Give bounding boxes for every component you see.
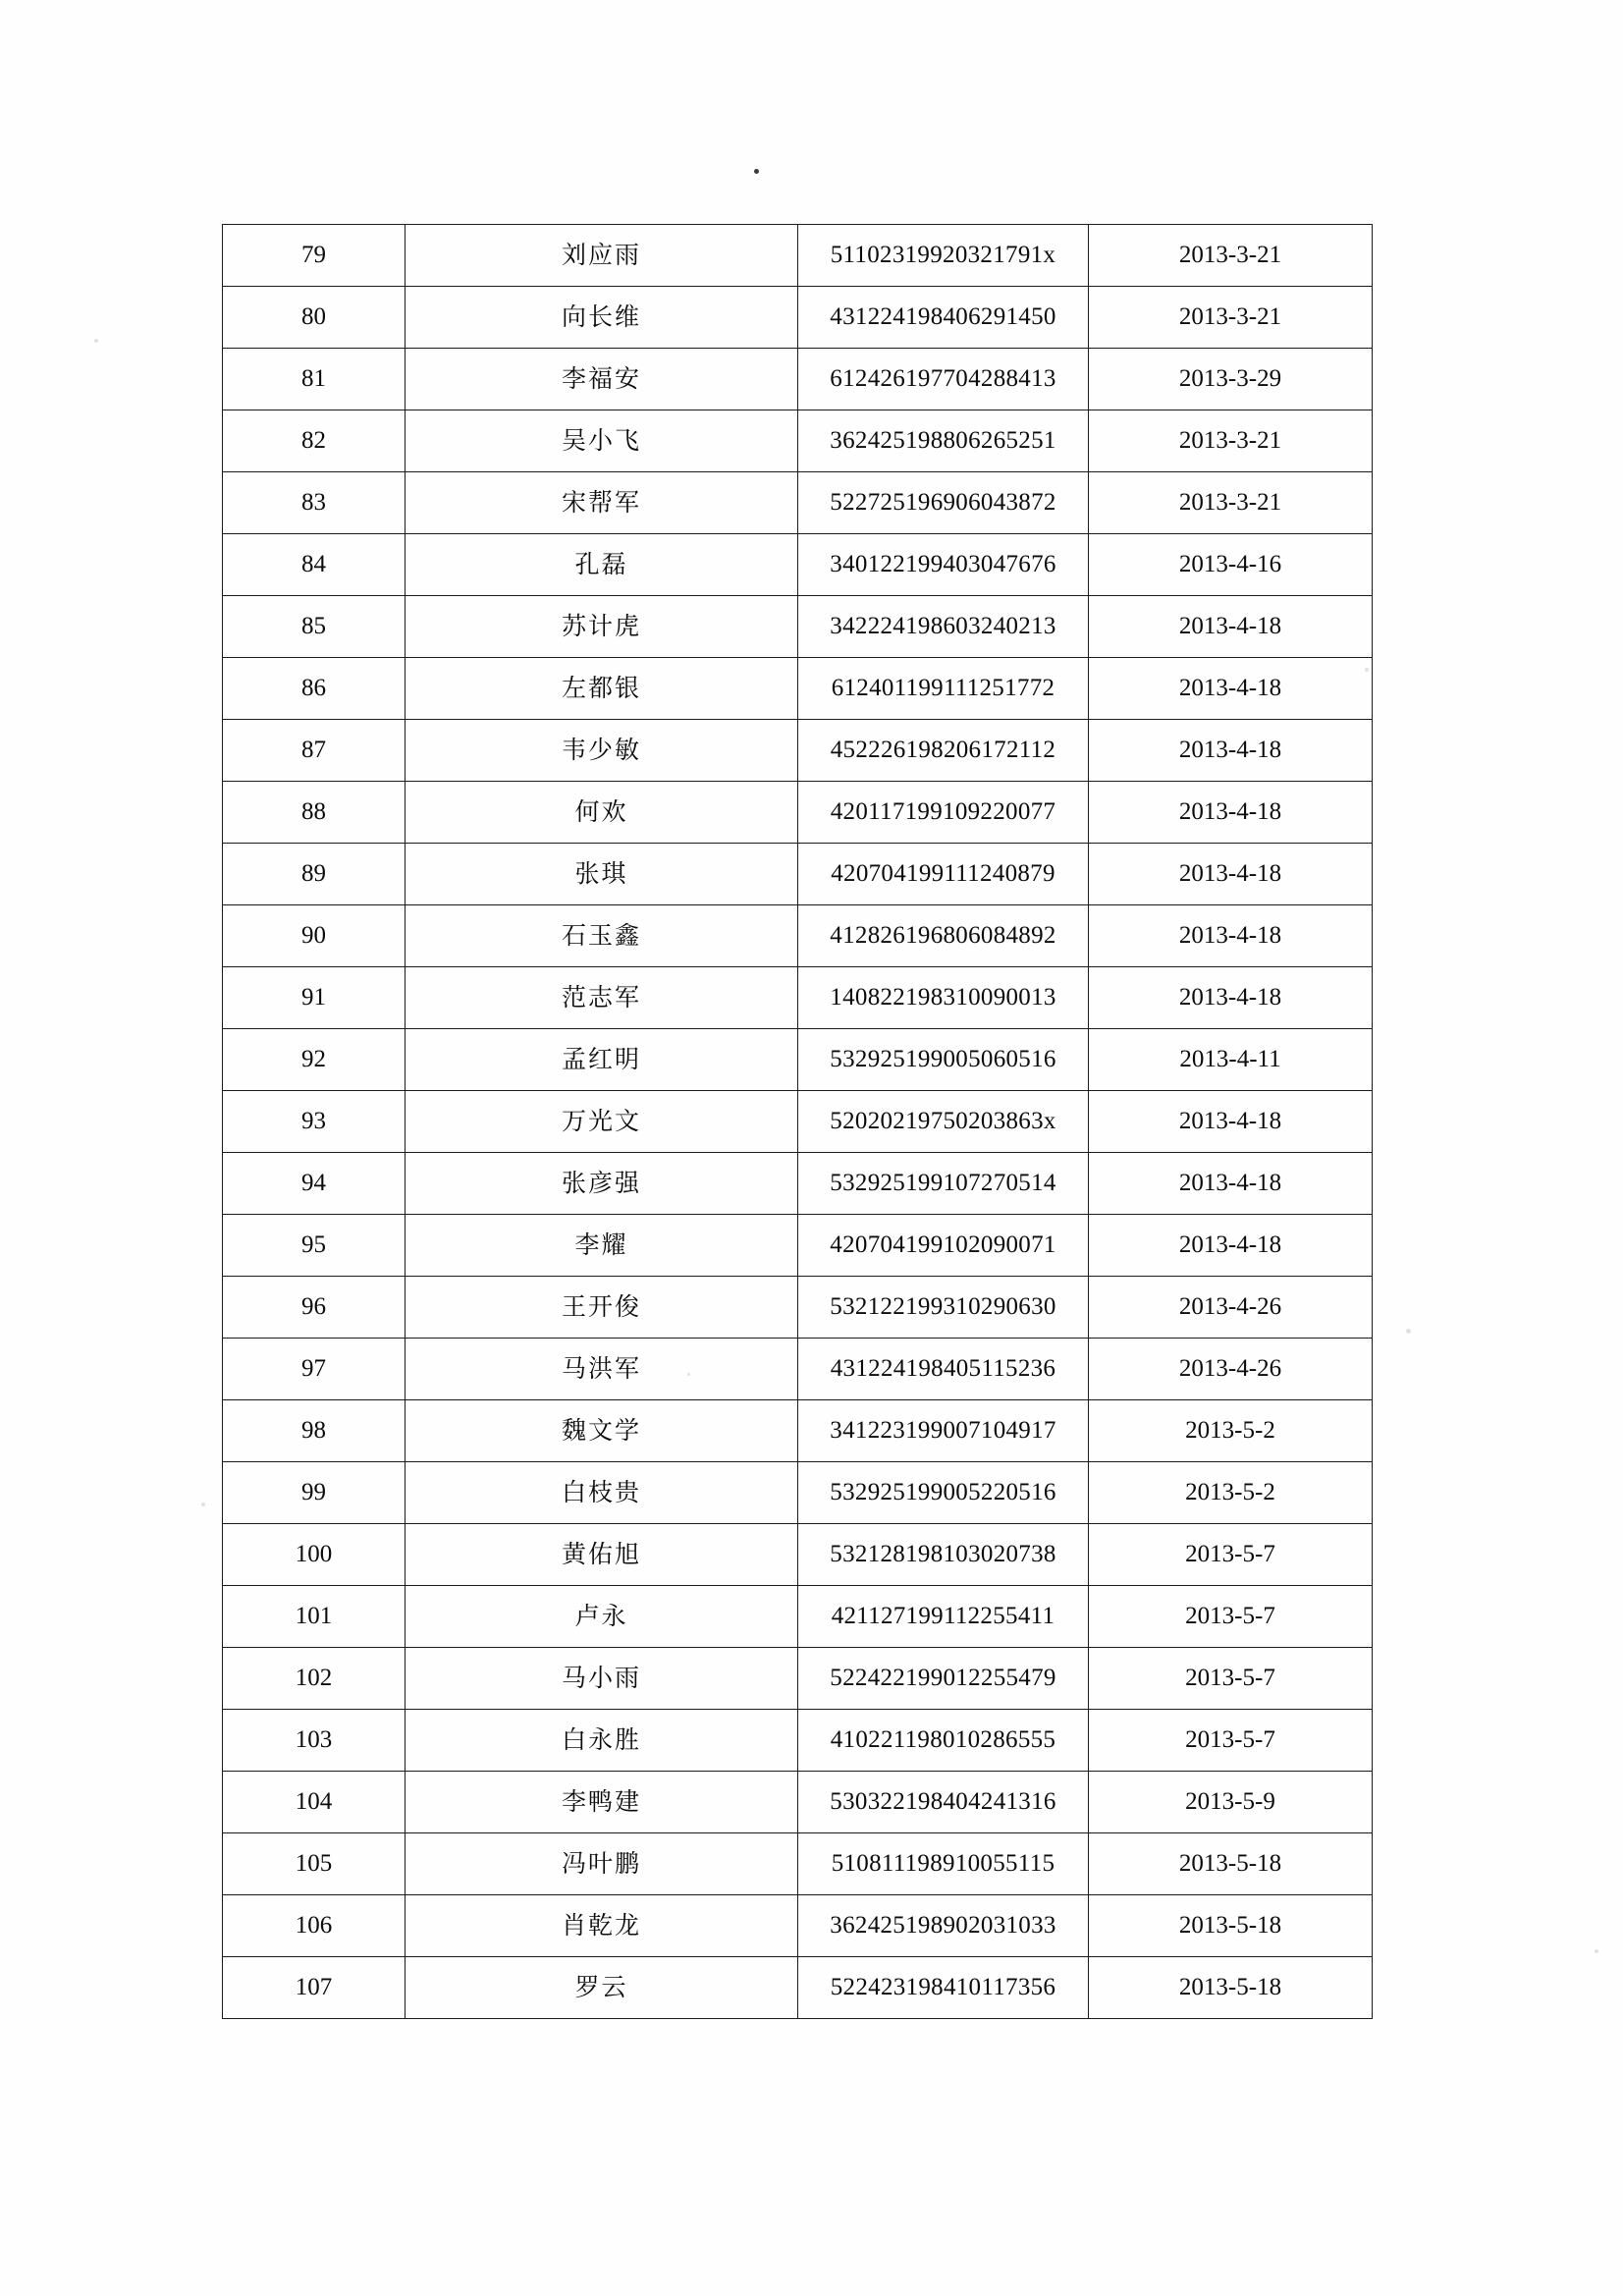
row-date-cell: 2013-5-18 <box>1089 1833 1373 1895</box>
scan-artifact-dot <box>754 169 759 174</box>
row-id-number-cell: 522423198410117356 <box>798 1957 1089 2019</box>
table-row <box>223 1091 1373 1153</box>
scan-speck <box>94 339 98 343</box>
row-id-number-cell: 612401199111251772 <box>798 658 1089 720</box>
row-id-number-cell: 532925199107270514 <box>798 1153 1089 1215</box>
row-date-cell: 2013-5-18 <box>1089 1957 1373 2019</box>
row-index-cell: 88 <box>223 782 406 844</box>
row-name-cell: 王开俊 <box>406 1277 798 1339</box>
row-name-cell: 吴小飞 <box>406 410 798 472</box>
row-id-number-cell: 612426197704288413 <box>798 349 1089 410</box>
row-index-cell: 97 <box>223 1339 406 1400</box>
row-date-cell: 2013-4-18 <box>1089 844 1373 905</box>
table-row <box>223 1462 1373 1524</box>
row-name-cell: 何欢 <box>406 782 798 844</box>
row-date-cell: 2013-3-21 <box>1089 410 1373 472</box>
row-id-number-cell: 431224198406291450 <box>798 287 1089 349</box>
row-name-cell: 宋帮军 <box>406 472 798 534</box>
row-index-cell: 81 <box>223 349 406 410</box>
row-date-cell: 2013-4-18 <box>1089 658 1373 720</box>
table-row <box>223 1153 1373 1215</box>
row-date-cell: 2013-4-18 <box>1089 720 1373 782</box>
table-row <box>223 905 1373 967</box>
row-index-cell: 79 <box>223 225 406 287</box>
row-date-cell: 2013-3-21 <box>1089 472 1373 534</box>
row-index-cell: 101 <box>223 1586 406 1648</box>
row-id-number-cell: 51102319920321791x <box>798 225 1089 287</box>
row-index-cell: 80 <box>223 287 406 349</box>
row-name-cell: 张彦强 <box>406 1153 798 1215</box>
row-date-cell: 2013-3-21 <box>1089 225 1373 287</box>
row-index-cell: 100 <box>223 1524 406 1586</box>
row-name-cell: 李福安 <box>406 349 798 410</box>
table-row <box>223 1833 1373 1895</box>
table-row <box>223 844 1373 905</box>
row-name-cell: 石玉鑫 <box>406 905 798 967</box>
row-date-cell: 2013-4-18 <box>1089 1215 1373 1277</box>
row-date-cell: 2013-4-26 <box>1089 1339 1373 1400</box>
row-name-cell: 马洪军 <box>406 1339 798 1400</box>
row-index-cell: 93 <box>223 1091 406 1153</box>
row-date-cell: 2013-3-29 <box>1089 349 1373 410</box>
row-id-number-cell: 532128198103020738 <box>798 1524 1089 1586</box>
table-row <box>223 1029 1373 1091</box>
row-id-number-cell: 530322198404241316 <box>798 1772 1089 1833</box>
row-date-cell: 2013-3-21 <box>1089 287 1373 349</box>
row-index-cell: 98 <box>223 1400 406 1462</box>
row-index-cell: 89 <box>223 844 406 905</box>
table-row <box>223 1339 1373 1400</box>
row-index-cell: 83 <box>223 472 406 534</box>
row-name-cell: 李耀 <box>406 1215 798 1277</box>
row-id-number-cell: 52020219750203863x <box>798 1091 1089 1153</box>
table-row <box>223 1586 1373 1648</box>
row-date-cell: 2013-4-26 <box>1089 1277 1373 1339</box>
row-index-cell: 102 <box>223 1648 406 1710</box>
row-index-cell: 106 <box>223 1895 406 1957</box>
row-index-cell: 103 <box>223 1710 406 1772</box>
row-name-cell: 冯叶鹏 <box>406 1833 798 1895</box>
row-date-cell: 2013-5-9 <box>1089 1772 1373 1833</box>
table-row <box>223 1772 1373 1833</box>
row-name-cell: 苏计虎 <box>406 596 798 658</box>
table-row <box>223 596 1373 658</box>
row-id-number-cell: 522422199012255479 <box>798 1648 1089 1710</box>
table-row <box>223 1400 1373 1462</box>
row-name-cell: 张琪 <box>406 844 798 905</box>
row-name-cell: 白永胜 <box>406 1710 798 1772</box>
row-id-number-cell: 421127199112255411 <box>798 1586 1089 1648</box>
row-name-cell: 孔磊 <box>406 534 798 596</box>
roster-table <box>222 224 1373 2019</box>
row-date-cell: 2013-4-18 <box>1089 1091 1373 1153</box>
row-name-cell: 万光文 <box>406 1091 798 1153</box>
row-id-number-cell: 532925199005220516 <box>798 1462 1089 1524</box>
row-date-cell: 2013-5-2 <box>1089 1400 1373 1462</box>
row-id-number-cell: 362425198806265251 <box>798 410 1089 472</box>
table-row <box>223 472 1373 534</box>
row-name-cell: 白枝贵 <box>406 1462 798 1524</box>
row-name-cell: 左都银 <box>406 658 798 720</box>
roster-table-wrapper <box>222 224 1372 2019</box>
table-row <box>223 1710 1373 1772</box>
table-row <box>223 967 1373 1029</box>
row-date-cell: 2013-4-18 <box>1089 1153 1373 1215</box>
table-row <box>223 782 1373 844</box>
row-date-cell: 2013-4-18 <box>1089 782 1373 844</box>
row-index-cell: 91 <box>223 967 406 1029</box>
row-index-cell: 84 <box>223 534 406 596</box>
row-index-cell: 104 <box>223 1772 406 1833</box>
row-name-cell: 李鸭建 <box>406 1772 798 1833</box>
row-index-cell: 82 <box>223 410 406 472</box>
table-row <box>223 1648 1373 1710</box>
row-id-number-cell: 341223199007104917 <box>798 1400 1089 1462</box>
row-date-cell: 2013-5-18 <box>1089 1895 1373 1957</box>
row-id-number-cell: 340122199403047676 <box>798 534 1089 596</box>
table-row <box>223 1215 1373 1277</box>
row-name-cell: 向长维 <box>406 287 798 349</box>
row-date-cell: 2013-4-18 <box>1089 905 1373 967</box>
row-date-cell: 2013-5-7 <box>1089 1710 1373 1772</box>
row-id-number-cell: 431224198405115236 <box>798 1339 1089 1400</box>
row-name-cell: 刘应雨 <box>406 225 798 287</box>
row-date-cell: 2013-4-16 <box>1089 534 1373 596</box>
table-row <box>223 1277 1373 1339</box>
row-id-number-cell: 532122199310290630 <box>798 1277 1089 1339</box>
row-date-cell: 2013-5-7 <box>1089 1586 1373 1648</box>
scan-speck <box>1406 1329 1411 1334</box>
table-row <box>223 349 1373 410</box>
row-id-number-cell: 412826196806084892 <box>798 905 1089 967</box>
table-row <box>223 410 1373 472</box>
row-index-cell: 95 <box>223 1215 406 1277</box>
row-index-cell: 105 <box>223 1833 406 1895</box>
table-row <box>223 534 1373 596</box>
table-row <box>223 1895 1373 1957</box>
row-date-cell: 2013-4-18 <box>1089 596 1373 658</box>
row-name-cell: 范志军 <box>406 967 798 1029</box>
row-id-number-cell: 522725196906043872 <box>798 472 1089 534</box>
row-name-cell: 孟红明 <box>406 1029 798 1091</box>
row-index-cell: 99 <box>223 1462 406 1524</box>
row-id-number-cell: 362425198902031033 <box>798 1895 1089 1957</box>
row-name-cell: 黄佑旭 <box>406 1524 798 1586</box>
row-id-number-cell: 532925199005060516 <box>798 1029 1089 1091</box>
row-id-number-cell: 140822198310090013 <box>798 967 1089 1029</box>
table-row <box>223 225 1373 287</box>
table-row <box>223 1524 1373 1586</box>
row-index-cell: 90 <box>223 905 406 967</box>
table-row <box>223 1957 1373 2019</box>
row-index-cell: 92 <box>223 1029 406 1091</box>
row-date-cell: 2013-4-18 <box>1089 967 1373 1029</box>
row-name-cell: 卢永 <box>406 1586 798 1648</box>
table-row <box>223 658 1373 720</box>
row-id-number-cell: 420704199102090071 <box>798 1215 1089 1277</box>
row-id-number-cell: 420117199109220077 <box>798 782 1089 844</box>
row-index-cell: 107 <box>223 1957 406 2019</box>
row-date-cell: 2013-5-7 <box>1089 1648 1373 1710</box>
row-date-cell: 2013-5-2 <box>1089 1462 1373 1524</box>
row-date-cell: 2013-4-11 <box>1089 1029 1373 1091</box>
row-name-cell: 罗云 <box>406 1957 798 2019</box>
row-index-cell: 96 <box>223 1277 406 1339</box>
row-id-number-cell: 410221198010286555 <box>798 1710 1089 1772</box>
row-index-cell: 94 <box>223 1153 406 1215</box>
row-index-cell: 85 <box>223 596 406 658</box>
scan-speck <box>1595 1949 1598 1953</box>
table-row <box>223 287 1373 349</box>
row-name-cell: 韦少敏 <box>406 720 798 782</box>
row-id-number-cell: 342224198603240213 <box>798 596 1089 658</box>
row-id-number-cell: 452226198206172112 <box>798 720 1089 782</box>
table-row <box>223 720 1373 782</box>
row-date-cell: 2013-5-7 <box>1089 1524 1373 1586</box>
scan-speck <box>201 1503 205 1506</box>
row-name-cell: 魏文学 <box>406 1400 798 1462</box>
row-id-number-cell: 420704199111240879 <box>798 844 1089 905</box>
row-name-cell: 马小雨 <box>406 1648 798 1710</box>
row-index-cell: 86 <box>223 658 406 720</box>
row-id-number-cell: 510811198910055115 <box>798 1833 1089 1895</box>
row-name-cell: 肖乾龙 <box>406 1895 798 1957</box>
row-index-cell: 87 <box>223 720 406 782</box>
